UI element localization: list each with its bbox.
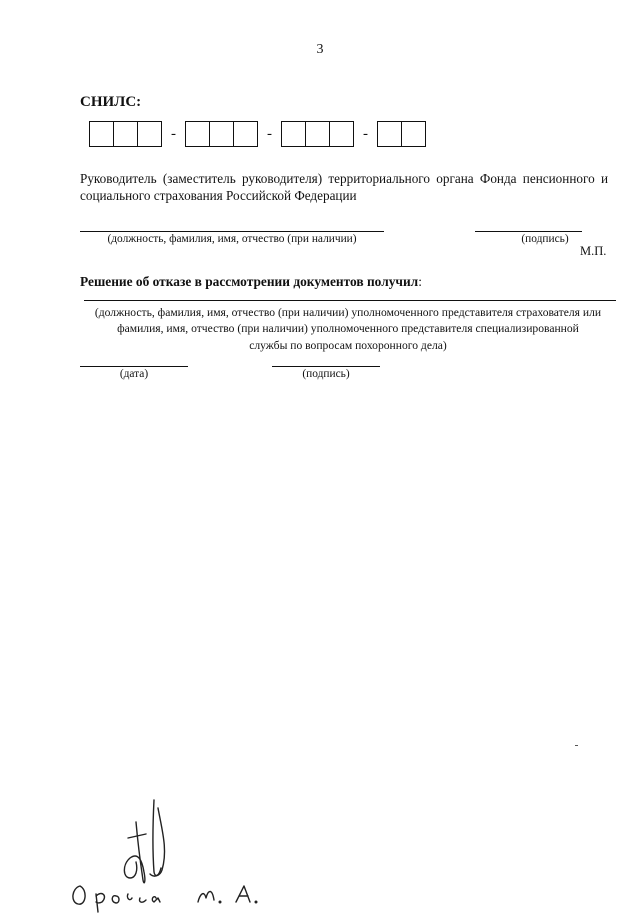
- receiver-signature-line: [272, 366, 380, 367]
- snils-group-3: [281, 121, 354, 147]
- snils-cell: [330, 122, 353, 146]
- snils-cell: [282, 122, 306, 146]
- receiver-signature-caption: (подпись): [302, 368, 350, 380]
- snils-separator: -: [171, 126, 176, 142]
- snils-cell: [234, 122, 257, 146]
- snils-separator: -: [363, 126, 368, 142]
- date-caption: (дата): [119, 368, 149, 380]
- receiver-name-line: [84, 300, 616, 301]
- snils-cell: [306, 122, 330, 146]
- handwritten-signature: [58, 790, 298, 920]
- snils-cell: [114, 122, 138, 146]
- receiver-caption-line-1: (должность, фамилия, имя, отчество (при наличии) уполномоченного представителя страхователя или: [94, 306, 602, 319]
- receiver-name-caption: [80, 305, 616, 354]
- snils-group-1: [89, 121, 162, 147]
- scan-mark: [575, 745, 578, 746]
- snils-cell: [90, 122, 114, 146]
- snils-cell: [378, 122, 402, 146]
- receipt-heading-colon: :: [418, 274, 422, 289]
- receipt-heading: [80, 274, 422, 290]
- head-of-office-text: Руководитель (заместитель руководителя) территориального органа Фонда пенсионного и социального страхования Российской Федерации: [80, 171, 608, 203]
- date-line: [80, 366, 188, 367]
- page-number: 3: [316, 42, 324, 57]
- head-signature-caption: (подпись): [521, 233, 569, 245]
- receiver-caption-line-3: службы по вопросам похоронного дела): [249, 338, 447, 352]
- snils-group-4: [377, 121, 426, 147]
- snils-cell: [138, 122, 161, 146]
- stamp-place-label: М.П.: [580, 244, 607, 258]
- snils-cell: [210, 122, 234, 146]
- snils-label: СНИЛС:: [80, 94, 142, 110]
- receipt-heading-bold: Решение об отказе в рассмотрении документов получил: [80, 274, 419, 289]
- head-signature-line: [475, 231, 582, 232]
- snils-cell: [402, 122, 425, 146]
- snils-group-2: [185, 121, 258, 147]
- snils-cell: [186, 122, 210, 146]
- position-name-line: [80, 231, 384, 232]
- position-name-caption: (должность, фамилия, имя, отчество (при наличии): [107, 233, 357, 245]
- snils-boxes: [89, 121, 426, 147]
- snils-separator: -: [267, 126, 272, 142]
- receiver-caption-line-2: фамилия, имя, отчество (при наличии) уполномоченного представителя специализированной: [117, 322, 579, 336]
